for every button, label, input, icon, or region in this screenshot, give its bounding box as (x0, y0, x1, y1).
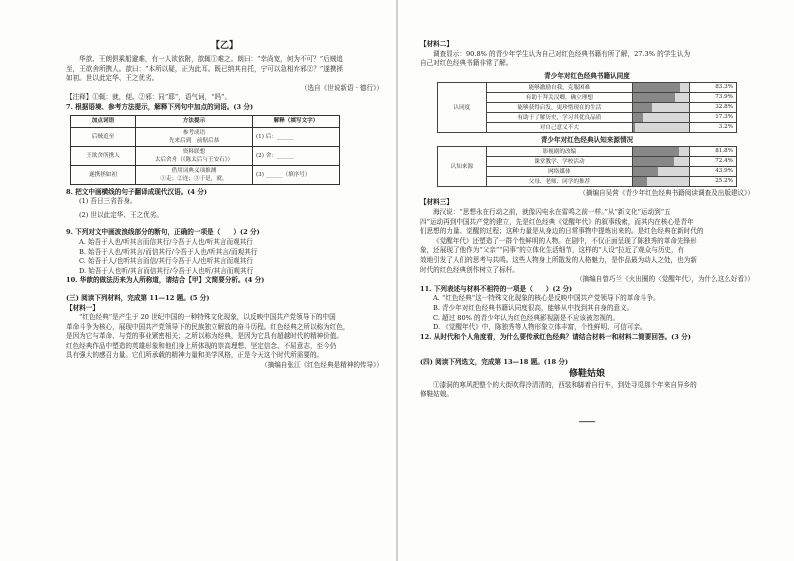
chart-row (438, 82, 737, 92)
material-1-line: 革命斗争为核心，展现中国共产党领导下的民族独立解放的奋斗历程。红色经典之所以称为红色， (66, 322, 350, 331)
chart-bar-track (633, 102, 690, 112)
q8-item: (2) 世以此定华、王之优劣。 (79, 210, 163, 219)
material-1-line: “红色经典”是产生于 20 世纪中国的一种特殊文化现象，以反映中国共产党领导下的中国 (79, 313, 336, 322)
chart-category-label: 有助于了解历史，学习其优良品质 (486, 112, 632, 122)
chart-value-label: 3.2% (690, 122, 737, 132)
q11-option-b[interactable]: B. 青少年对红色经典书籍认同度很高，能够从中找到其自身的意义。 (433, 303, 634, 312)
material-2-line: 调查显示：90.8% 的青少年学生认为自己对红色经典书籍有所了解，27.3% 的学生认为 (433, 49, 691, 58)
q7-hint (136, 165, 253, 184)
material-3-line: 《觉醒年代》还塑造了一群个性鲜明的人物。在剧中，不仅正面呈现了陈独秀的革命先锋形 (433, 236, 697, 245)
chart-bar-track (633, 82, 690, 92)
q7-table-row (71, 127, 340, 146)
question-10: 10. 华歆的做法历来为人所称道，请结合【甲】文简要分析。(4 分) (66, 276, 265, 285)
q9-option-b[interactable]: B. 始吾于人也/听其言/而信其行/今吾于人也/听其言/而观其行 (79, 247, 258, 256)
notes: 【注释】①辄：就，便。②邪：同“耶”，语气词，“吗”。 (66, 93, 232, 102)
chart-1-caption: 青少年对红色经典书籍认同度 (544, 71, 630, 80)
material-2-label: 【材料二】 (420, 40, 453, 48)
material-3-line: 时代的红色经典创作树立了标杆。 (420, 265, 519, 274)
chart-group-label: 认同度 (438, 82, 487, 132)
chart-value-label: 72.4% (690, 156, 737, 166)
q7-table (70, 115, 340, 185)
q7-header-word: 加点词语 (71, 115, 136, 127)
chart-category-label: 对自己意义不大 (486, 122, 632, 132)
chart-bar (633, 113, 643, 122)
q7-table-row (71, 165, 340, 184)
q7-hint (136, 127, 253, 146)
q7-answer-field[interactable]: (1) 后：______ (253, 127, 340, 146)
q7-hint-method: 借用词典义项推测 (171, 167, 217, 174)
chart-bar (633, 167, 658, 176)
chart-bar-track (633, 112, 690, 122)
chart-group-label: 认知来源 (438, 146, 487, 186)
q8-item: (1) 吾日三省吾身。 (79, 197, 137, 206)
material-3-label: 【材料三】 (420, 198, 453, 207)
page-mark: ━━━━ (579, 418, 595, 427)
chart-bar (633, 177, 647, 186)
chart-category-label: 网络媒体 (486, 166, 632, 176)
question-12: 12. 从时代和个人角度看，为什么要传承红色经典？请结合材料一和材料二简要回答。(3 分) (420, 332, 691, 341)
chart-bar-track (633, 156, 690, 166)
story-title: 修鞋姑娘 (568, 368, 605, 379)
q7-hint-method: 参考成语 (182, 129, 206, 136)
material-1-line: 具有强大的感召力量。它们所承载的精神力量和美学风格，正是今天这个时代所需要的。 (66, 351, 324, 360)
chart-bar (633, 157, 674, 166)
q7-word: 王欲舍所携人 (71, 146, 136, 165)
q7-hint (136, 146, 253, 165)
chart-category-label: 能够激励自我，克服困难 (486, 82, 632, 92)
material-1-label: 【材料一】 (66, 303, 99, 312)
chart-value-label: 73.9% (690, 92, 737, 102)
material-2-source: （摘编自吴营《青少年红色经典书籍阅读调查及出版建议》） (579, 188, 754, 197)
q11-option-c[interactable]: C. 超过 80% 的青少年认为红色经典影视剧是不应该被忽视的。 (433, 313, 620, 322)
chart-bar-track (633, 146, 690, 156)
chart-bar (633, 83, 680, 92)
q7-hint-method: 资料联想 (182, 148, 206, 155)
material-2-line: 自己对红色经典书籍非常了解。 (420, 59, 513, 68)
part-4-title: (四) 阅读下列选文，完成第 13—18 题。(18 分) (420, 358, 569, 367)
q7-hint-example: ①走；②连；③于是，就。 (160, 175, 228, 182)
passage-line: 如初。世以此定华、王之优劣。 (66, 74, 159, 83)
q7-header-hint: 方法提示 (136, 115, 253, 127)
chart-category-label: 父母、老师、同学的推荐 (486, 176, 632, 186)
q7-answer-field[interactable]: (3) ______（填序号） (253, 165, 340, 184)
chart-category-label: 能够获得启发，更珍惜现在的生活 (486, 102, 632, 112)
material-3-source: （摘编自曾巧兰《火出圈的〈觉醒年代〉，为什么这么好看》） (575, 275, 754, 284)
chart-value-label: 81.8% (690, 146, 737, 156)
question-11: 11. 下列表述与材料不相符的一项是（ ）(2 分) (420, 284, 573, 293)
q7-header-answer: 解释（填写文字） (253, 115, 340, 127)
q9-option-c[interactable]: C. 始吾于人/也听其言而信/其行今吾于人/也听其言而观其行 (79, 257, 253, 266)
chart-2 (437, 146, 737, 187)
q7-word: 遂携拯如初 (71, 165, 136, 184)
q9-option-a[interactable]: A. 始吾于人也/听其言而信其行/今吾于人也/听其言而观其行 (79, 237, 253, 246)
passage-source: （选自《世说新语 · 德行》） (300, 83, 383, 92)
chart-row (438, 146, 737, 156)
chart-bar-track (633, 166, 690, 176)
passage-line: 华歆、王朗俱乘船避难，有一人欲依附，歆辄①难之。朗曰：“幸尚宽，何为不可？”后贼追 (79, 55, 343, 63)
chart-value-label: 17.3% (690, 112, 737, 122)
q9-option-d[interactable]: D. 始吾于人也听/其言而信其行/今吾于人也听/其言而观其行 (79, 266, 254, 275)
q7-answer-field[interactable]: (2) 舍：______ (253, 146, 340, 165)
material-3-line: 象，还展现了他作为“父亲”“同事”的立体化生活细节，这样的“人设”拉近了观众与历史，有 (420, 246, 685, 255)
chart-bar (633, 93, 675, 102)
material-3-line: 海汉说：“思想永在行动之前，就像闪电永在雷鸣之前一样。”从“新文化”运动到“五 (433, 207, 671, 216)
chart-value-label: 32.8% (690, 102, 737, 112)
chart-category-label: 影视剧的改编 (486, 146, 632, 156)
chart-value-label: 25.2% (690, 176, 737, 186)
question-7: 7. 根据语境、参考方法提示，解释下列句中加点的词语。(3 分) (66, 102, 254, 111)
chart-bar (633, 123, 635, 132)
story-line: 修鞋姑娘。 (420, 390, 453, 399)
q7-table-row (71, 146, 340, 165)
right-page (398, 0, 794, 561)
left-column-content (66, 40, 383, 371)
chart-bar (633, 103, 652, 112)
chart-bar (633, 147, 679, 156)
chart-bar-track (633, 122, 690, 132)
chart-bar-track (633, 176, 690, 186)
chart-1 (437, 82, 737, 133)
chart-bar-track (633, 92, 690, 102)
q7-hint-example: 太后舍舟（《陈太后与王安石》） (154, 156, 234, 163)
q7-table-header (71, 115, 340, 127)
chart-value-label: 83.3% (690, 82, 737, 92)
section-title: 【乙】 (210, 41, 238, 51)
material-3-line: 效地引发了人们的思考与共鸣。这些人物身上所散发的人格魅力，是作品最为动人之处，也为新 (420, 255, 697, 264)
q7-word: 后贼追至 (71, 127, 136, 146)
chart-value-label: 43.9% (690, 166, 737, 176)
q11-option-d[interactable]: D. 《觉醒年代》中，陈独秀等人物形象立体丰富，个性鲜明、可信可亲。 (433, 323, 647, 332)
question-8: 8. 把文中画横线的句子翻译成现代汉语。(4 分) (66, 187, 207, 196)
material-1-source: （摘编自张江《红色经典是精神的传导》） (261, 361, 383, 370)
passage-line: 至，王欲舍所携人。歆曰：“本所以疑，正为此耳。既已纳其自托，宁可以急相弃邪②？”遂携拯 (66, 64, 344, 73)
material-1-line: 是因为它与革命、与党的事业紧密相关；之所以称为经典，是因为它具有超越时代的精神价值。 (66, 332, 343, 341)
right-column-content (420, 40, 754, 428)
story-line: ①漆洞的寒风把整个的大街吹得冷清清的，西装和脚着自行车，到处寻觅那个年来自异乡的 (433, 380, 697, 389)
question-9: 9. 下列对文中画波浪线部分的断句，正确的一项是（ ）(2 分) (66, 228, 260, 237)
material-3-line: 们思想的力量、觉醒的过程；这种力量是从身边的日常事物中提炼出来的。是红色经典在新时代的 (420, 227, 704, 236)
chart-category-label: 课堂教学、学校活动 (486, 156, 632, 166)
q7-hint-example: 先来后到 前倨后恭 (168, 137, 220, 144)
chart-2-caption: 青少年对红色经典认知来源情况 (540, 135, 634, 144)
q11-option-a[interactable]: A. “红色经典”这一特殊文化现象的核心是反映中国共产党领导下的革命斗争。 (433, 294, 660, 303)
chart-category-label: 有助于拜关汉卿，确立理想 (486, 92, 632, 102)
material-1-line: 红色经典作品中塑造的英雄形象和他们身上所体现的崇高理想、坚定信念、不屈意志，至今仍 (66, 341, 337, 350)
part-3-title: (三) 阅读下列材料，完成第 11—12 题。(5 分) (66, 293, 210, 302)
material-3-line: 四”运动再到中国共产党的建立，先是红色经典《觉醒年代》的叙事线索，而其内在核心是青年 (420, 217, 694, 226)
